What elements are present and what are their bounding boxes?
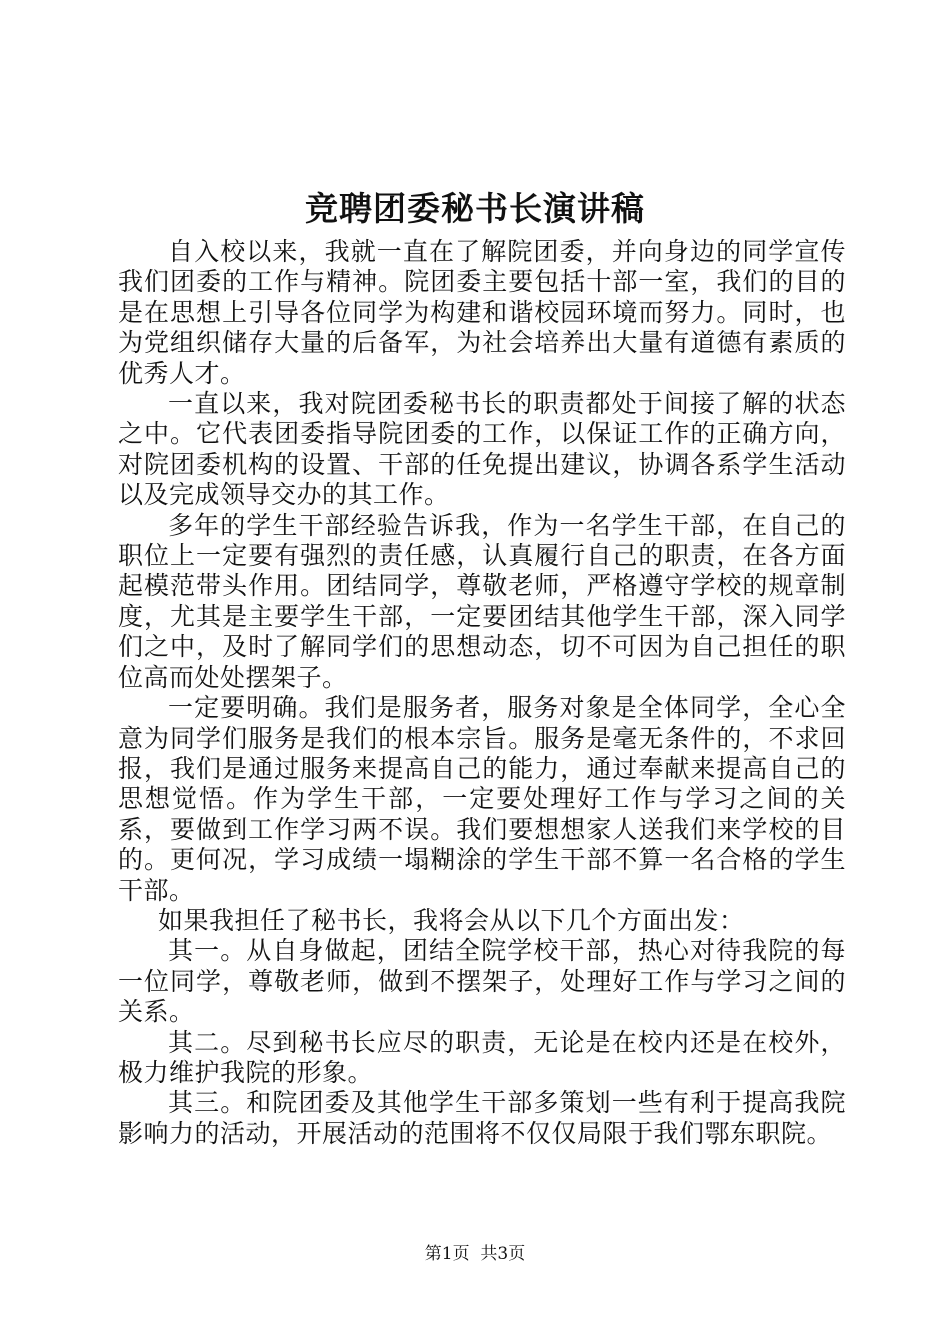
paragraph-intro: 自入校以来，我就一直在了解院团委，并向身边的同学宣传我们团委的工作与精神。院团委主要包括十部一室，我们的目的是在思想上引导各位同学为构建和谐校园环境而努力。同时，也为党组织储存大量的后备军，为社会培养出大量有道德有素质的优秀人才。	[118, 237, 846, 388]
paragraph-plan-1: 其一。从自身做起，团结全院学校干部，热心对待我院的每一位同学，尊敬老师，做到不摆架子，处理好工作与学习之间的关系。	[118, 936, 846, 1027]
page-number: 第1页	[424, 1244, 470, 1264]
paragraph-service: 一定要明确。我们是服务者，服务对象是全体同学，全心全意为同学们服务是我们的根本宗旨。服务是毫无条件的，不求回报，我们是通过服务来提高自己的能力，通过奉献来提高自己的思想觉悟。作为学生干部，一定要处理好工作与学习之间的关系，要做到工作学习两不误。我们要想想家人送我们来学校的目的。更何况，学习成绩一塌糊涂的学生干部不算一名合格的学生干部。	[118, 693, 846, 905]
document-title: 竞聘团委秘书长演讲稿	[305, 189, 645, 228]
paragraph-role: 一直以来，我对院团委秘书长的职责都处于间接了解的状态之中。它代表团委指导院团委的工作，以保证工作的正确方向，对院团委机构的设置、干部的任免提出建议，协调各系学生活动以及完成领导交办的其工作。	[118, 389, 846, 510]
page-total: 共3页	[480, 1244, 526, 1264]
document-body	[118, 237, 846, 1149]
page-footer	[0, 1242, 950, 1266]
paragraph-plan-intro: 如果我担任了秘书长，我将会从以下几个方面出发：	[158, 905, 745, 935]
paragraph-plan-2: 其二。尽到秘书长应尽的职责，无论是在校内还是在校外，极力维护我院的形象。	[118, 1027, 846, 1087]
paragraph-plan-3: 其三。和院团委及其他学生干部多策划一些有利于提高我院影响力的活动，开展活动的范围将不仅仅局限于我们鄂东职院。	[118, 1088, 846, 1148]
paragraph-experience: 多年的学生干部经验告诉我，作为一名学生干部，在自己的职位上一定要有强烈的责任感，认真履行自己的职责，在各方面起模范带头作用。团结同学，尊敬老师，严格遵守学校的规章制度，尤其是主要学生干部，一定要团结其他学生干部，深入同学们之中，及时了解同学们的思想动态，切不可因为自己担任的职位高而处处摆架子。	[118, 510, 846, 692]
